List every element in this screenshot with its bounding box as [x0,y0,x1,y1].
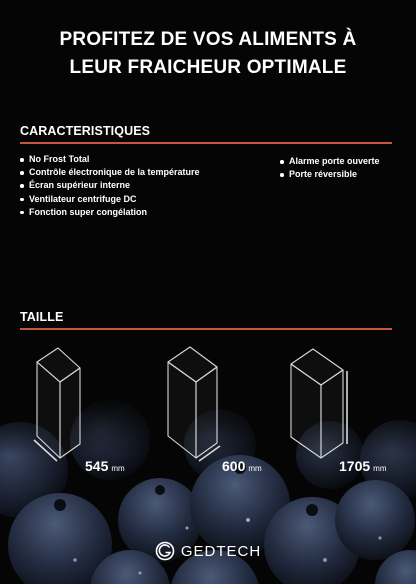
feature-item: Écran supérieur interne [20,179,200,192]
feature-item: Ventilateur centrifuge DC [20,193,200,206]
depth-unit: mm [248,464,262,473]
width-value: 545 [85,458,109,474]
feature-item: Alarme porte ouverte [280,155,380,168]
feature-item: Fonction super congélation [20,206,200,219]
box-depth-icon [168,347,220,461]
brand-name: GEDTECH [180,542,262,560]
depth-value: 600 [222,458,246,474]
size-title: TAILLE [20,310,64,324]
depth-dimension [222,458,262,474]
feature-item: Porte réversible [280,168,380,181]
gedtech-logo-icon [155,541,175,561]
features-title: CARACTERISTIQUES [20,124,151,138]
brand-logo [0,541,416,561]
feature-item: No Frost Total [20,153,200,166]
headline-line-1: PROFITEZ DE VOS ALIMENTS À [59,29,357,50]
height-dimension [339,458,386,474]
height-value: 1705 [339,458,371,474]
box-width-icon [34,348,80,461]
width-dimension [85,458,125,474]
width-unit: mm [111,464,125,473]
box-height-icon [291,349,347,458]
height-unit: mm [373,464,387,473]
feature-item: Contrôle électronique de la température [20,166,200,179]
headline-line-2: LEUR FRAICHEUR OPTIMALE [69,57,347,78]
